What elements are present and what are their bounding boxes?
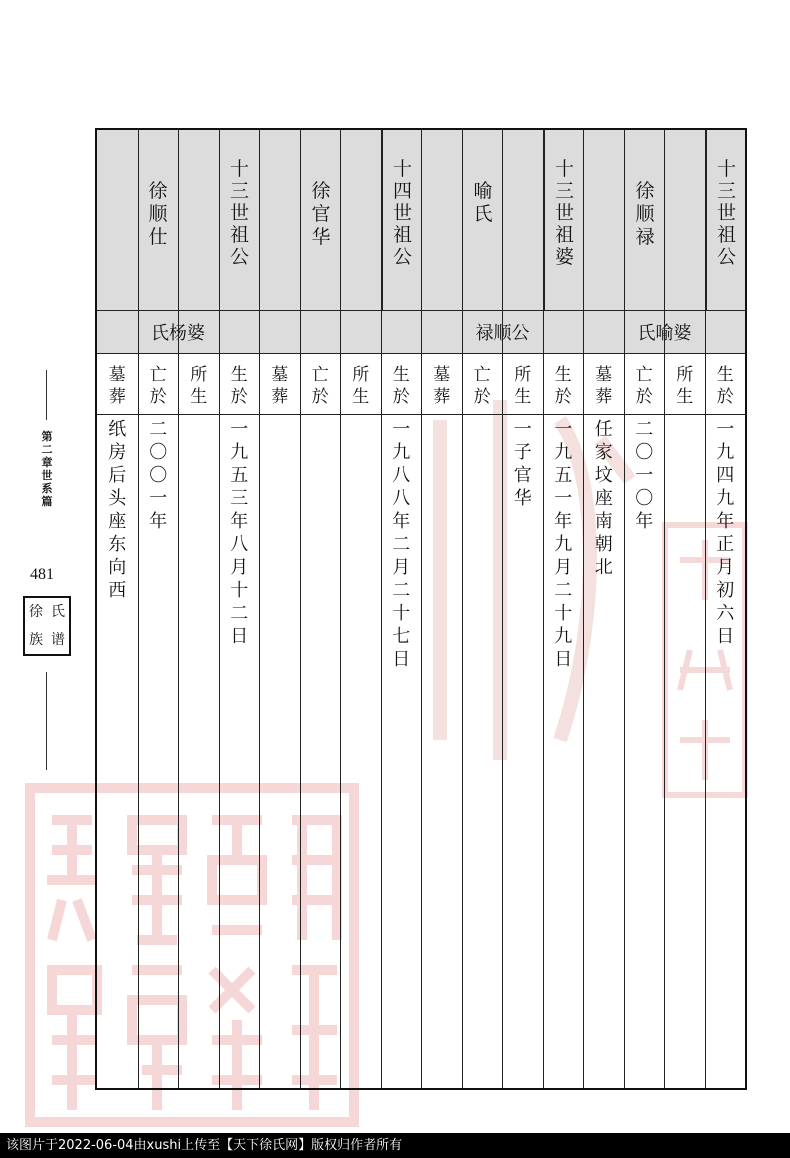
genealogy-table	[95, 128, 747, 1090]
field-column	[138, 130, 179, 1088]
field-column	[664, 130, 705, 1088]
spouse-band: 氏杨婆	[97, 310, 259, 354]
field-label: 所 生	[676, 365, 694, 407]
field-value: 二 〇 〇 一 年	[149, 419, 168, 532]
field-label: 生 於	[230, 365, 248, 407]
logo-char: 徐	[29, 604, 43, 620]
field-column	[583, 130, 624, 1088]
field-column	[97, 130, 138, 1088]
field-column	[421, 130, 462, 1088]
person-name: 徐 顺 禄	[635, 180, 655, 248]
page-number: 481	[30, 566, 54, 583]
generation-label: 十 三 世 祖 公	[706, 130, 746, 310]
field-column	[705, 130, 746, 1088]
field-value: 纸 房 后 头 座 东 向 西	[108, 419, 127, 601]
field-value: 一 九 五 三 年 八 月 十 二 日	[230, 419, 249, 647]
person-name: 徐 官 华	[311, 180, 331, 248]
field-column	[178, 130, 219, 1088]
generation-label: 十 三 世 祖 婆	[544, 130, 584, 310]
upload-notice: 该图片于2022-06-04由xushi上传至【天下徐氏网】版权归作者所有	[0, 1133, 790, 1158]
field-value: 一 子 官 华	[513, 419, 532, 509]
field-value: 一 九 八 八 年 二 月 二 十 七 日	[392, 419, 411, 670]
field-column	[259, 130, 300, 1088]
field-label: 墓 葬	[595, 365, 613, 407]
field-column	[381, 130, 422, 1088]
logo-char: 族	[29, 632, 43, 648]
generation-label: 十 四 世 祖 公	[382, 130, 422, 310]
field-label: 生 於	[554, 365, 572, 407]
field-label: 墓 葬	[271, 365, 289, 407]
field-label: 所 生	[514, 365, 532, 407]
field-label: 生 於	[716, 365, 734, 407]
field-column	[502, 130, 543, 1088]
logo-char: 氏	[51, 604, 65, 620]
field-label: 亡 於	[311, 365, 329, 407]
field-label: 亡 於	[149, 365, 167, 407]
generation-label: 十 三 世 祖 公	[219, 130, 259, 310]
field-label: 所 生	[352, 365, 370, 407]
field-value: 一 九 五 一 年 九 月 二 十 九 日	[554, 419, 573, 670]
side-rule-top	[46, 370, 47, 420]
field-column	[340, 130, 381, 1088]
field-column	[624, 130, 665, 1088]
genealogy-logo	[23, 596, 71, 656]
person-name: 徐 顺 仕	[148, 180, 168, 248]
field-column	[543, 130, 584, 1088]
field-label: 所 生	[190, 365, 208, 407]
field-label: 生 於	[392, 365, 410, 407]
field-label: 亡 於	[635, 365, 653, 407]
field-value: 一 九 四 九 年 正 月 初 六 日	[716, 419, 735, 647]
field-value: 任 家 坟 座 南 朝 北	[594, 419, 613, 578]
field-label: 亡 於	[473, 365, 491, 407]
spouse-band: 禄顺公	[421, 310, 583, 354]
side-rule-bottom	[46, 672, 47, 770]
field-label: 墓 葬	[108, 365, 126, 407]
person-name: 喻 氏	[473, 180, 493, 225]
field-value: 二 〇 一 〇 年	[635, 419, 654, 532]
logo-char: 谱	[51, 632, 65, 648]
field-label: 墓 葬	[433, 365, 451, 407]
field-column	[462, 130, 503, 1088]
label-row-divider	[97, 414, 745, 415]
field-column	[219, 130, 260, 1088]
field-column	[300, 130, 341, 1088]
chapter-label: 第 二 章 世 系 篇	[41, 430, 53, 508]
spouse-band: 氏喻婆	[583, 310, 745, 354]
